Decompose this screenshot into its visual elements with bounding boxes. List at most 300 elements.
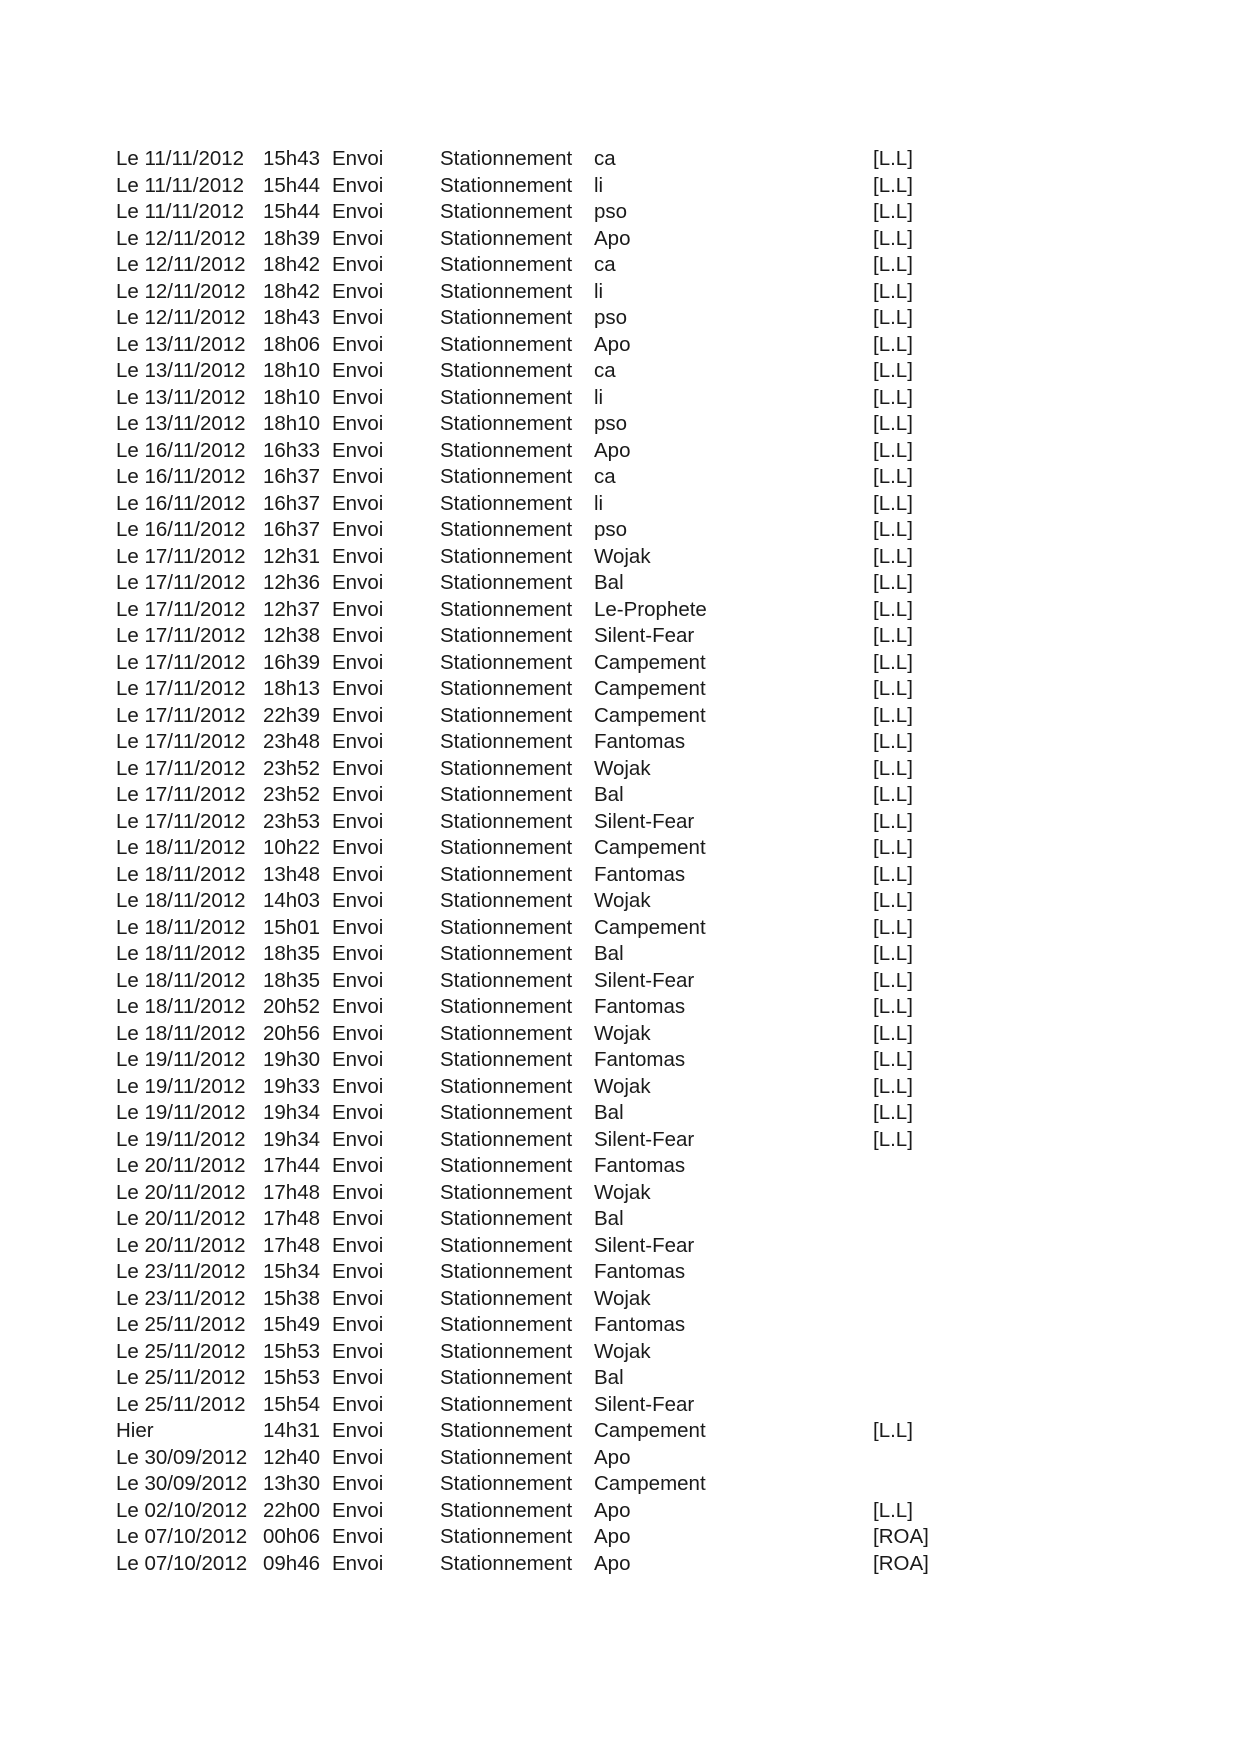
type-cell: Envoi: [332, 624, 384, 647]
category-cell: Stationnement: [440, 1366, 573, 1389]
time-cell: 13h48: [263, 862, 321, 886]
time-cell: 12h40: [263, 1445, 321, 1469]
date-cell: Le 13/11/2012: [116, 332, 246, 356]
table-row: [0, 517, 1241, 544]
category-cell: Stationnement: [440, 756, 573, 780]
type-cell: Envoi: [332, 1074, 384, 1098]
date-cell: Le 23/11/2012: [116, 1286, 246, 1310]
category-cell: Stationnement: [440, 1445, 573, 1469]
name-cell: Wojak: [594, 889, 651, 912]
tag-cell: [L.L]: [873, 942, 913, 965]
name-cell: Wojak: [594, 756, 651, 780]
time-cell: 17h48: [263, 1233, 321, 1257]
date-cell: Le 11/11/2012: [116, 173, 245, 197]
name-cell: Silent-Fear: [594, 1127, 695, 1151]
name-cell: Fantomas: [594, 862, 686, 886]
type-cell: Envoi: [332, 1525, 384, 1548]
type-cell: Envoi: [332, 783, 384, 806]
table-row: [0, 1259, 1241, 1286]
table-row: [0, 1445, 1241, 1472]
time-cell: 18h39: [263, 226, 321, 250]
type-cell: Envoi: [332, 1021, 384, 1045]
table-row: [0, 835, 1241, 862]
date-cell: Le 16/11/2012: [116, 438, 246, 462]
category-cell: Stationnement: [440, 624, 573, 647]
name-cell: Fantomas: [594, 1313, 686, 1336]
type-cell: Envoi: [332, 1339, 384, 1363]
table-row: [0, 438, 1241, 465]
category-cell: Stationnement: [440, 571, 573, 594]
date-cell: Le 17/11/2012: [116, 703, 246, 727]
tag-cell: [L.L]: [873, 438, 913, 462]
table-row: [0, 915, 1241, 942]
category-cell: Stationnement: [440, 836, 573, 859]
time-cell: 00h06: [263, 1525, 321, 1548]
type-cell: Envoi: [332, 1366, 384, 1389]
table-row: [0, 173, 1241, 200]
category-cell: Stationnement: [440, 1074, 573, 1098]
category-cell: Stationnement: [440, 491, 573, 515]
name-cell: Wojak: [594, 1339, 651, 1363]
tag-cell: [L.L]: [873, 1074, 913, 1098]
name-cell: Campement: [594, 703, 706, 727]
type-cell: Envoi: [332, 359, 384, 382]
category-cell: Stationnement: [440, 1154, 573, 1177]
name-cell: li: [594, 491, 604, 515]
type-cell: Envoi: [332, 650, 384, 674]
type-cell: Envoi: [332, 756, 384, 780]
type-cell: Envoi: [332, 385, 384, 409]
date-cell: Le 07/10/2012: [116, 1551, 248, 1575]
time-cell: 19h33: [263, 1074, 321, 1098]
name-cell: Bal: [594, 571, 624, 594]
type-cell: Envoi: [332, 571, 384, 594]
category-cell: Stationnement: [440, 306, 573, 329]
date-cell: Le 12/11/2012: [116, 279, 246, 303]
table-row: [0, 1233, 1241, 1260]
type-cell: Envoi: [332, 279, 384, 303]
table-row: [0, 756, 1241, 783]
type-cell: Envoi: [332, 995, 384, 1018]
date-cell: Hier: [116, 1419, 154, 1442]
time-cell: 17h48: [263, 1180, 321, 1204]
category-cell: Stationnement: [440, 385, 573, 409]
table-row: [0, 597, 1241, 624]
time-cell: 23h48: [263, 730, 321, 753]
type-cell: Envoi: [332, 1101, 384, 1124]
category-cell: Stationnement: [440, 200, 573, 223]
table-row: [0, 1392, 1241, 1419]
time-cell: 18h35: [263, 968, 321, 992]
tag-cell: [L.L]: [873, 836, 913, 859]
tag-cell: [L.L]: [873, 253, 913, 276]
name-cell: Wojak: [594, 1074, 651, 1098]
date-cell: Le 19/11/2012: [116, 1127, 246, 1151]
category-cell: Stationnement: [440, 226, 573, 250]
type-cell: Envoi: [332, 836, 384, 859]
date-cell: Le 11/11/2012: [116, 200, 245, 223]
table-row: [0, 1498, 1241, 1525]
date-cell: Le 20/11/2012: [116, 1180, 246, 1204]
category-cell: Stationnement: [440, 1260, 573, 1283]
date-cell: Le 12/11/2012: [116, 253, 246, 276]
time-cell: 10h22: [263, 836, 321, 859]
tag-cell: [L.L]: [873, 889, 913, 912]
name-cell: ca: [594, 147, 616, 170]
type-cell: Envoi: [332, 412, 384, 435]
category-cell: Stationnement: [440, 915, 573, 939]
time-cell: 14h03: [263, 889, 321, 912]
time-cell: 18h43: [263, 306, 321, 329]
name-cell: Apo: [594, 332, 631, 356]
type-cell: Envoi: [332, 809, 384, 833]
name-cell: Wojak: [594, 544, 651, 568]
category-cell: Stationnement: [440, 544, 573, 568]
name-cell: Campement: [594, 1419, 706, 1442]
category-cell: Stationnement: [440, 677, 573, 700]
time-cell: 22h00: [263, 1498, 321, 1522]
category-cell: Stationnement: [440, 889, 573, 912]
table-row: [0, 729, 1241, 756]
name-cell: Campement: [594, 836, 706, 859]
table-row: [0, 1418, 1241, 1445]
name-cell: pso: [594, 412, 628, 435]
name-cell: Silent-Fear: [594, 809, 695, 833]
category-cell: Stationnement: [440, 1101, 573, 1124]
category-cell: Stationnement: [440, 1286, 573, 1310]
time-cell: 15h54: [263, 1392, 321, 1416]
name-cell: ca: [594, 359, 616, 382]
name-cell: Bal: [594, 1366, 624, 1389]
date-cell: Le 13/11/2012: [116, 385, 246, 409]
tag-cell: [L.L]: [873, 200, 913, 223]
name-cell: Fantomas: [594, 730, 686, 753]
category-cell: Stationnement: [440, 1472, 573, 1495]
table-row: [0, 1471, 1241, 1498]
type-cell: Envoi: [332, 1154, 384, 1177]
category-cell: Stationnement: [440, 597, 573, 621]
date-cell: Le 25/11/2012: [116, 1339, 246, 1363]
name-cell: Bal: [594, 783, 624, 806]
name-cell: Le-Prophete: [594, 597, 707, 621]
time-cell: 17h48: [263, 1207, 321, 1230]
name-cell: Bal: [594, 1207, 624, 1230]
name-cell: Silent-Fear: [594, 1392, 695, 1416]
table-row: [0, 703, 1241, 730]
time-cell: 19h34: [263, 1127, 321, 1151]
name-cell: Fantomas: [594, 1048, 686, 1071]
table-row: [0, 809, 1241, 836]
category-cell: Stationnement: [440, 703, 573, 727]
name-cell: Apo: [594, 1551, 631, 1575]
tag-cell: [L.L]: [873, 412, 913, 435]
table-row: [0, 862, 1241, 889]
tag-cell: [L.L]: [873, 491, 913, 515]
tag-cell: [L.L]: [873, 226, 913, 250]
table-row: [0, 1524, 1241, 1551]
date-cell: Le 07/10/2012: [116, 1525, 248, 1548]
date-cell: Le 18/11/2012: [116, 915, 246, 939]
time-cell: 18h35: [263, 942, 321, 965]
category-cell: Stationnement: [440, 1392, 573, 1416]
date-cell: Le 13/11/2012: [116, 412, 246, 435]
type-cell: Envoi: [332, 1498, 384, 1522]
time-cell: 13h30: [263, 1472, 321, 1495]
type-cell: Envoi: [332, 491, 384, 515]
table-row: [0, 1074, 1241, 1101]
log-table: [0, 146, 1241, 1577]
time-cell: 15h01: [263, 915, 321, 939]
time-cell: 15h49: [263, 1313, 321, 1336]
category-cell: Stationnement: [440, 1233, 573, 1257]
name-cell: Campement: [594, 915, 706, 939]
category-cell: Stationnement: [440, 1551, 573, 1575]
category-cell: Stationnement: [440, 518, 573, 541]
table-row: [0, 464, 1241, 491]
name-cell: Apo: [594, 1525, 631, 1548]
time-cell: 18h42: [263, 253, 321, 276]
category-cell: Stationnement: [440, 1419, 573, 1442]
date-cell: Le 25/11/2012: [116, 1392, 246, 1416]
date-cell: Le 18/11/2012: [116, 1021, 246, 1045]
name-cell: Fantomas: [594, 1260, 686, 1283]
tag-cell: [L.L]: [873, 1021, 913, 1045]
date-cell: Le 18/11/2012: [116, 836, 246, 859]
time-cell: 23h52: [263, 783, 321, 806]
date-cell: Le 12/11/2012: [116, 226, 246, 250]
date-cell: Le 17/11/2012: [116, 597, 246, 621]
category-cell: Stationnement: [440, 809, 573, 833]
time-cell: 15h44: [263, 200, 321, 223]
date-cell: Le 17/11/2012: [116, 650, 246, 674]
time-cell: 12h36: [263, 571, 321, 594]
type-cell: Envoi: [332, 306, 384, 329]
time-cell: 20h56: [263, 1021, 321, 1045]
type-cell: Envoi: [332, 226, 384, 250]
time-cell: 18h42: [263, 279, 321, 303]
table-row: [0, 1206, 1241, 1233]
date-cell: Le 17/11/2012: [116, 571, 246, 594]
type-cell: Envoi: [332, 1048, 384, 1071]
tag-cell: [L.L]: [873, 650, 913, 674]
category-cell: Stationnement: [440, 465, 573, 488]
tag-cell: [L.L]: [873, 703, 913, 727]
table-row: [0, 570, 1241, 597]
type-cell: Envoi: [332, 1260, 384, 1283]
table-row: [0, 226, 1241, 253]
tag-cell: [L.L]: [873, 809, 913, 833]
date-cell: Le 19/11/2012: [116, 1048, 246, 1071]
tag-cell: [L.L]: [873, 518, 913, 541]
type-cell: Envoi: [332, 147, 384, 170]
table-row: [0, 146, 1241, 173]
table-row: [0, 1551, 1241, 1578]
date-cell: Le 18/11/2012: [116, 968, 246, 992]
tag-cell: [L.L]: [873, 147, 913, 170]
time-cell: 18h13: [263, 677, 321, 700]
time-cell: 12h37: [263, 597, 321, 621]
table-row: [0, 252, 1241, 279]
name-cell: Apo: [594, 1445, 631, 1469]
type-cell: Envoi: [332, 1286, 384, 1310]
time-cell: 16h37: [263, 465, 321, 488]
name-cell: li: [594, 279, 604, 303]
table-row: [0, 1021, 1241, 1048]
type-cell: Envoi: [332, 253, 384, 276]
date-cell: Le 23/11/2012: [116, 1260, 246, 1283]
date-cell: Le 17/11/2012: [116, 544, 246, 568]
tag-cell: [ROA]: [873, 1525, 929, 1548]
tag-cell: [L.L]: [873, 465, 913, 488]
category-cell: Stationnement: [440, 968, 573, 992]
date-cell: Le 30/09/2012: [116, 1472, 248, 1495]
time-cell: 15h43: [263, 147, 321, 170]
table-row: [0, 650, 1241, 677]
name-cell: pso: [594, 518, 628, 541]
name-cell: li: [594, 385, 604, 409]
tag-cell: [L.L]: [873, 1419, 913, 1442]
name-cell: Apo: [594, 1498, 631, 1522]
time-cell: 23h53: [263, 809, 321, 833]
table-row: [0, 782, 1241, 809]
date-cell: Le 17/11/2012: [116, 730, 246, 753]
type-cell: Envoi: [332, 173, 384, 197]
category-cell: Stationnement: [440, 253, 573, 276]
category-cell: Stationnement: [440, 942, 573, 965]
category-cell: Stationnement: [440, 173, 573, 197]
date-cell: Le 17/11/2012: [116, 677, 246, 700]
table-row: [0, 1100, 1241, 1127]
time-cell: 18h10: [263, 359, 321, 382]
time-cell: 18h10: [263, 385, 321, 409]
date-cell: Le 19/11/2012: [116, 1101, 246, 1124]
time-cell: 15h44: [263, 173, 321, 197]
category-cell: Stationnement: [440, 1313, 573, 1336]
date-cell: Le 11/11/2012: [116, 147, 245, 170]
date-cell: Le 18/11/2012: [116, 862, 246, 886]
tag-cell: [L.L]: [873, 783, 913, 806]
type-cell: Envoi: [332, 677, 384, 700]
type-cell: Envoi: [332, 942, 384, 965]
tag-cell: [L.L]: [873, 332, 913, 356]
type-cell: Envoi: [332, 968, 384, 992]
table-row: [0, 1365, 1241, 1392]
tag-cell: [L.L]: [873, 1498, 913, 1522]
table-row: [0, 332, 1241, 359]
tag-cell: [L.L]: [873, 279, 913, 303]
type-cell: Envoi: [332, 1127, 384, 1151]
name-cell: ca: [594, 465, 616, 488]
name-cell: Campement: [594, 677, 706, 700]
name-cell: Wojak: [594, 1180, 651, 1204]
table-row: [0, 888, 1241, 915]
table-row: [0, 1180, 1241, 1207]
table-row: [0, 491, 1241, 518]
table-row: [0, 1127, 1241, 1154]
category-cell: Stationnement: [440, 1048, 573, 1071]
category-cell: Stationnement: [440, 1498, 573, 1522]
name-cell: Apo: [594, 438, 631, 462]
time-cell: 19h30: [263, 1048, 321, 1071]
table-row: [0, 358, 1241, 385]
type-cell: Envoi: [332, 1472, 384, 1495]
category-cell: Stationnement: [440, 783, 573, 806]
date-cell: Le 17/11/2012: [116, 809, 246, 833]
name-cell: pso: [594, 200, 628, 223]
type-cell: Envoi: [332, 1445, 384, 1469]
table-row: [0, 676, 1241, 703]
time-cell: 16h37: [263, 518, 321, 541]
tag-cell: [L.L]: [873, 306, 913, 329]
time-cell: 18h06: [263, 332, 321, 356]
type-cell: Envoi: [332, 332, 384, 356]
type-cell: Envoi: [332, 597, 384, 621]
date-cell: Le 17/11/2012: [116, 783, 246, 806]
tag-cell: [L.L]: [873, 385, 913, 409]
time-cell: 15h34: [263, 1260, 321, 1283]
tag-cell: [L.L]: [873, 968, 913, 992]
category-cell: Stationnement: [440, 995, 573, 1018]
tag-cell: [L.L]: [873, 597, 913, 621]
tag-cell: [L.L]: [873, 359, 913, 382]
time-cell: 12h31: [263, 544, 321, 568]
name-cell: Apo: [594, 226, 631, 250]
table-row: [0, 994, 1241, 1021]
type-cell: Envoi: [332, 730, 384, 753]
tag-cell: [ROA]: [873, 1551, 929, 1575]
date-cell: Le 12/11/2012: [116, 306, 246, 329]
time-cell: 15h53: [263, 1366, 321, 1389]
date-cell: Le 19/11/2012: [116, 1074, 246, 1098]
date-cell: Le 16/11/2012: [116, 491, 246, 515]
type-cell: Envoi: [332, 1551, 384, 1575]
tag-cell: [L.L]: [873, 862, 913, 886]
date-cell: Le 16/11/2012: [116, 518, 246, 541]
date-cell: Le 13/11/2012: [116, 359, 246, 382]
category-cell: Stationnement: [440, 1127, 573, 1151]
category-cell: Stationnement: [440, 279, 573, 303]
category-cell: Stationnement: [440, 147, 573, 170]
table-row: [0, 279, 1241, 306]
time-cell: 17h44: [263, 1154, 321, 1177]
date-cell: Le 17/11/2012: [116, 756, 246, 780]
table-row: [0, 199, 1241, 226]
table-row: [0, 1153, 1241, 1180]
tag-cell: [L.L]: [873, 677, 913, 700]
date-cell: Le 16/11/2012: [116, 465, 246, 488]
tag-cell: [L.L]: [873, 571, 913, 594]
category-cell: Stationnement: [440, 1021, 573, 1045]
date-cell: Le 25/11/2012: [116, 1313, 246, 1336]
category-cell: Stationnement: [440, 438, 573, 462]
table-row: [0, 1047, 1241, 1074]
name-cell: Campement: [594, 650, 706, 674]
date-cell: Le 25/11/2012: [116, 1366, 246, 1389]
date-cell: Le 18/11/2012: [116, 995, 246, 1018]
time-cell: 16h33: [263, 438, 321, 462]
table-row: [0, 623, 1241, 650]
name-cell: li: [594, 173, 604, 197]
date-cell: Le 20/11/2012: [116, 1207, 246, 1230]
time-cell: 16h37: [263, 491, 321, 515]
tag-cell: [L.L]: [873, 173, 913, 197]
time-cell: 22h39: [263, 703, 321, 727]
name-cell: Campement: [594, 1472, 706, 1495]
name-cell: Bal: [594, 942, 624, 965]
type-cell: Envoi: [332, 915, 384, 939]
category-cell: Stationnement: [440, 1207, 573, 1230]
category-cell: Stationnement: [440, 730, 573, 753]
